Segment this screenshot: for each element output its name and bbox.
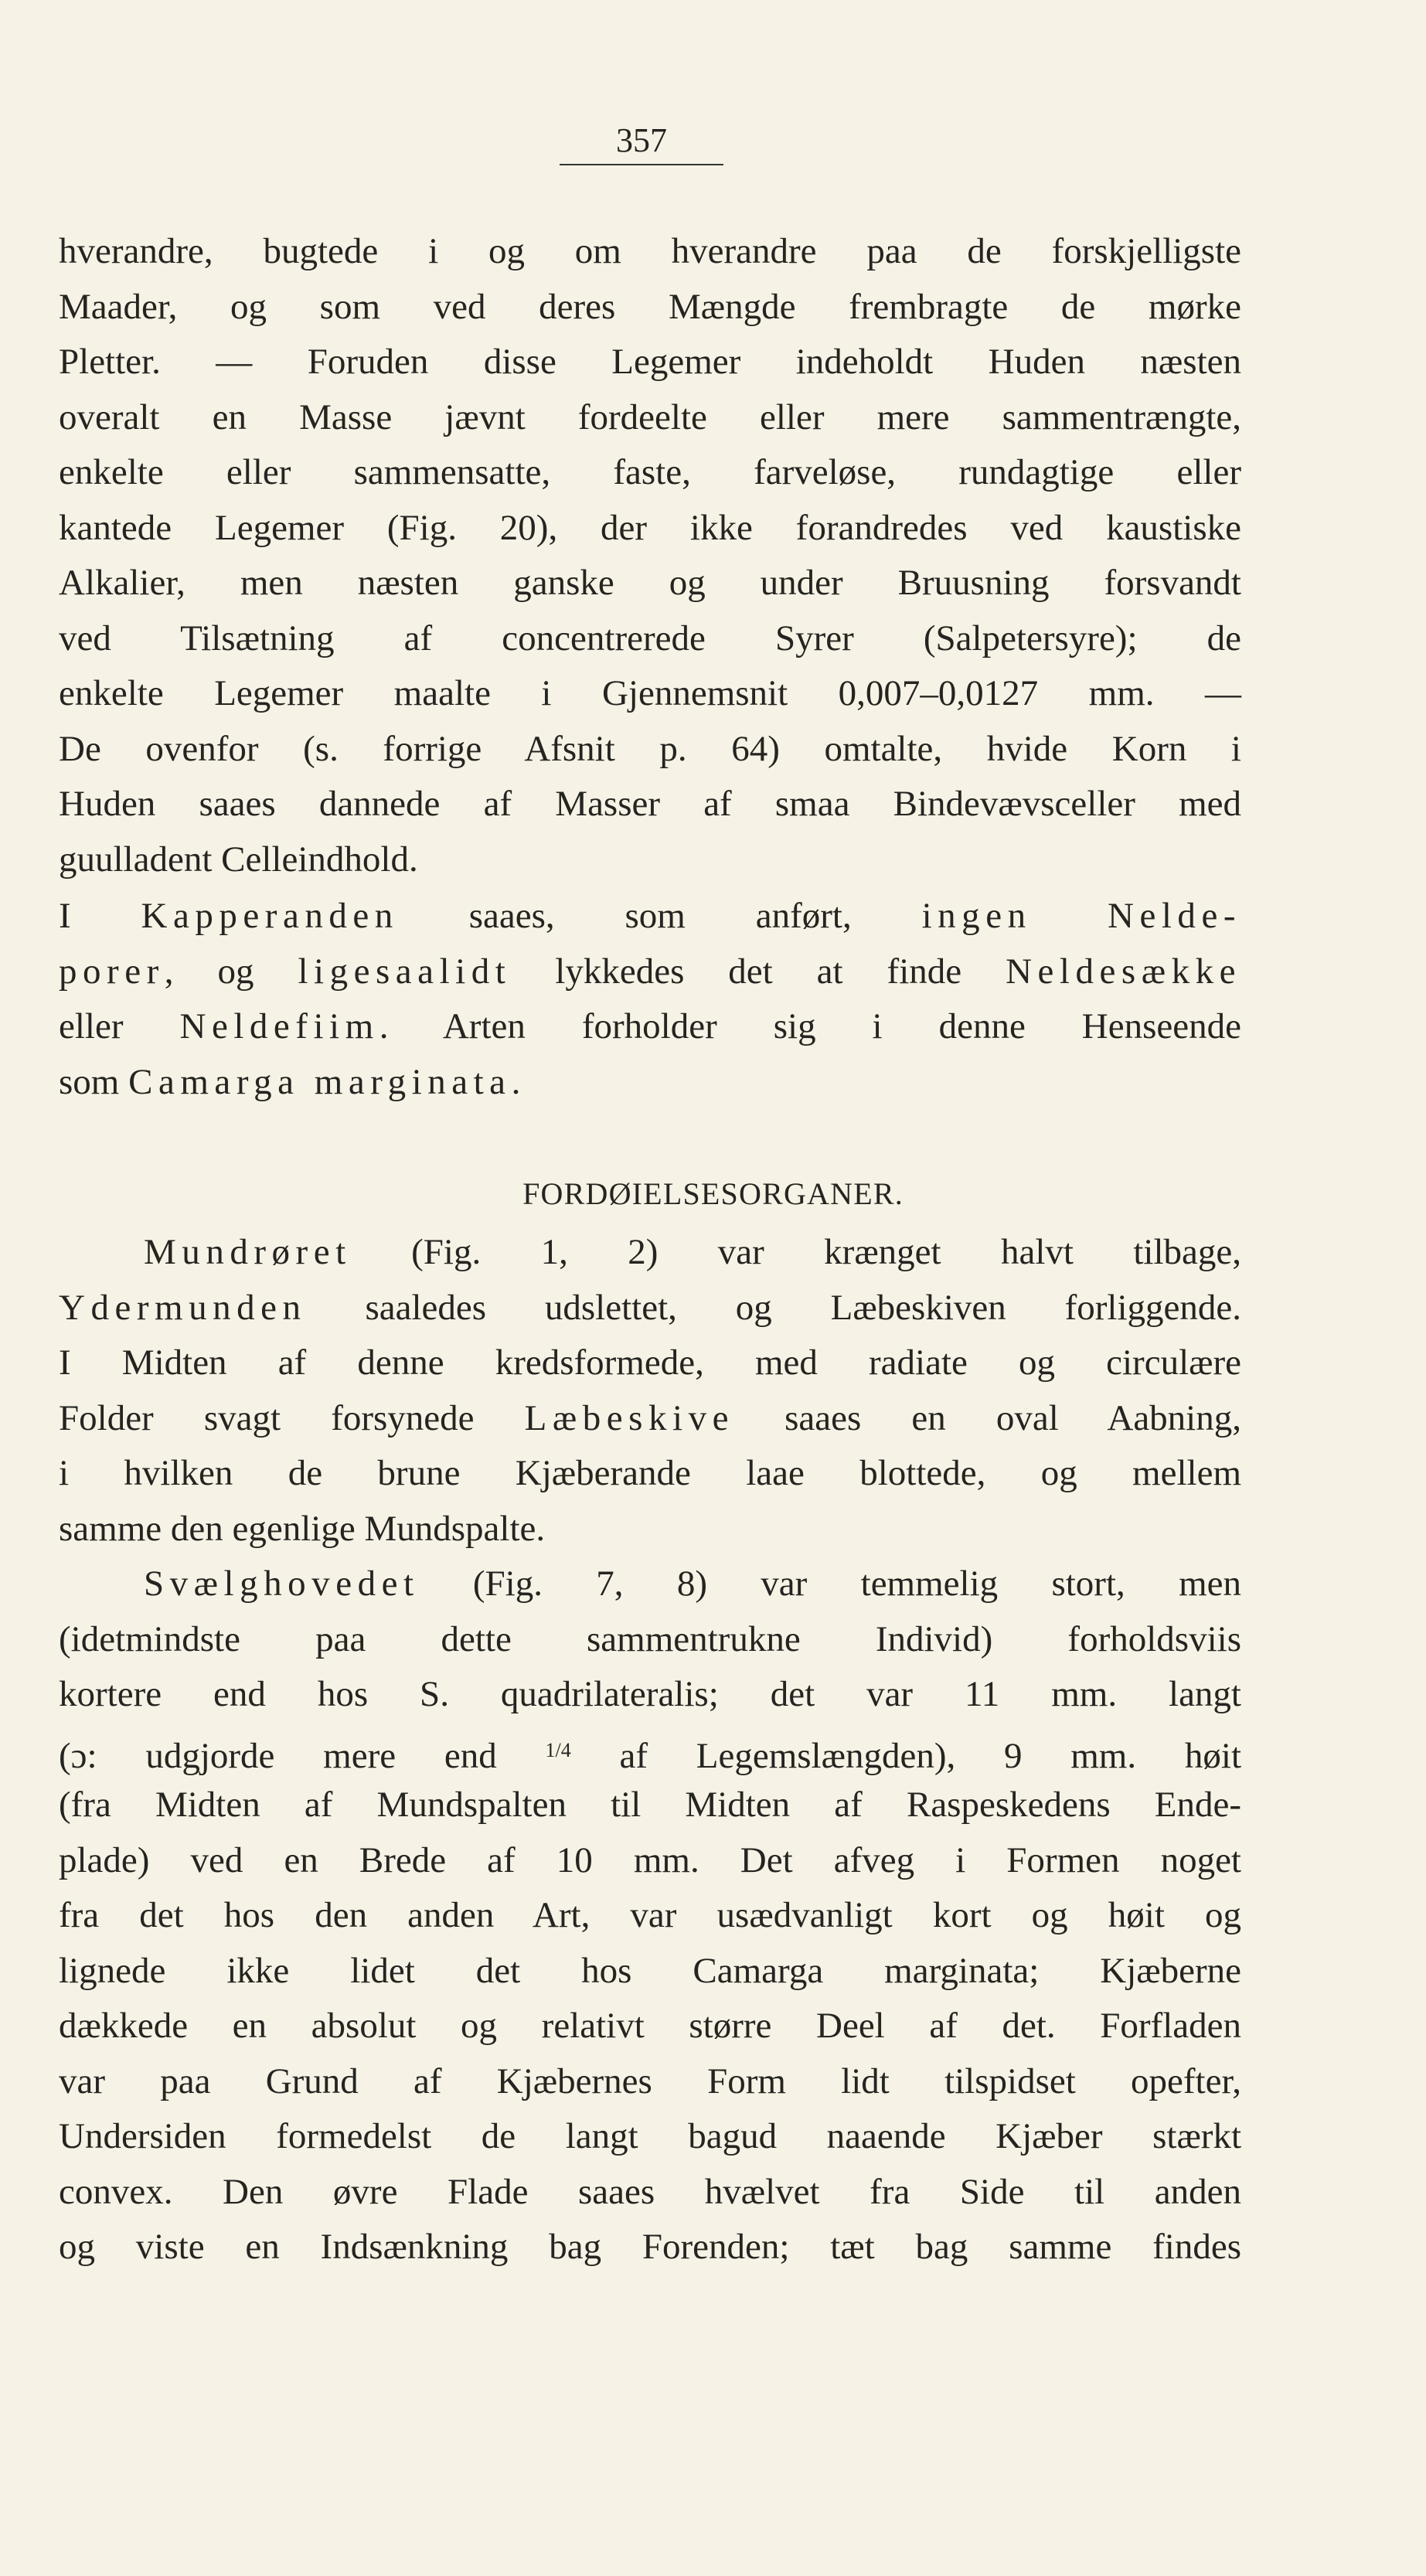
text-run: saaledes udslettet, og Læbeskiven forliggende. [306,1287,1241,1328]
spaced-term: Svælghovedet [144,1564,420,1604]
text-line: hverandre, bugtede i og om hverandre paa de forskjelligste [59,231,1241,271]
text-line: enkelte eller sammensatte, faste, farveløse, rundagtige eller [59,452,1241,492]
text-run: saaes en oval Aabning, [733,1397,1241,1438]
text-line: fra det hos den anden Art, var usædvanligt kort og høit og [59,1895,1241,1935]
text-line: (fra Midten af Mundspalten til Midten af Raspeskedens Ende- [59,1785,1241,1825]
text-line: lignede ikke lidet det hos Camarga marginata; Kjæberne [59,1950,1241,1991]
text-run: som [59,1061,129,1102]
spaced-term: Ydermunden [59,1287,307,1328]
spaced-term: Camarga marginata [128,1061,512,1102]
text-line: I Midten af denne kredsformede, med radiate og circulære [59,1342,1241,1383]
text-line: dækkede en absolut og relativt større Deel af det. Forfladen [59,2006,1241,2046]
spaced-term: Læbeskive [524,1397,734,1438]
spaced-term: ingen Nelde- [921,896,1241,936]
text-line [59,1391,1241,1447]
text-run: . Arten forholder sig i denne Henseende [379,1006,1241,1046]
text-line: (idetmindste paa dette sammentrukne Individ) forholdsviis [59,1618,1241,1659]
text-run: (ɔ: udgjorde mere end [59,1735,546,1776]
spaced-term: Neldesække [1006,951,1242,992]
text-run: . [511,1061,521,1102]
text-line: Pletter. — Foruden disse Legemer indeholdt Huden næsten [59,342,1241,382]
text-line: kantede Legemer (Fig. 20), der ikke forandredes ved kaustiske [59,507,1241,548]
text-run: lykkedes det at finde [511,951,1006,992]
text-run: eller [59,1006,180,1046]
text-line: enkelte Legemer maalte i Gjennemsnit 0,007–0,0127 mm. — [59,673,1241,713]
text-line [59,1055,1241,1111]
text-run: Folder svagt forsynede [59,1397,525,1438]
spaced-term: Neldefiim [179,1006,379,1046]
text-line: guulladent Celleindhold. [59,839,418,880]
text-line: kortere end hos S. quadrilateralis; det var 11 mm. langt [59,1674,1241,1714]
section-heading: FORDØIELSESORGANER. [522,1176,904,1211]
text-line [59,999,1241,1055]
text-line [59,1723,1241,1778]
text-line: samme den egenlige Mundspalte. [59,1508,546,1549]
text-run: (Fig. 7, 8) var temmelig stort, men [419,1564,1241,1604]
text-line [59,889,1241,944]
text-line: i hvilken de brune Kjæberande laae blottede, og mellem [59,1453,1241,1493]
spaced-term: Kapperanden [141,896,399,936]
text-line: De ovenfor (s. forrige Afsnit p. 64) omtalte, hvide Korn i [59,728,1241,769]
text-line: plade) ved en Brede af 10 mm. Det afveg i Formen noget [59,1839,1241,1880]
text-line: Undersiden formedelst de langt bagud naaende Kjæber stærkt [59,2116,1241,2156]
fraction: 1/4 [545,1738,571,1761]
text-line [59,944,1241,1000]
text-run: , og [164,951,298,992]
text-line [59,1557,1241,1612]
text-line: Alkalier, men næsten ganske og under Bruusning forsvandt [59,563,1241,603]
text-line: og viste en Indsænkning bag Forenden; tæt bag samme findes [59,2227,1241,2267]
paragraph-digestive-organs [59,1225,1241,2275]
text-line [59,1281,1241,1336]
text-line: Maader, og som ved deres Mængde frembragte de mørke [59,286,1241,327]
text-line: overalt en Masse jævnt fordeelte eller mere sammentrængte, [59,396,1241,437]
paragraph-mantle-edge [59,889,1241,1110]
text-line: var paa Grund af Kjæbernes Form lidt tilspidset opefter, [59,2060,1241,2101]
text-run: I [59,896,141,936]
text-run: (Fig. 1, 2) var krænget halvt tilbage, [351,1232,1241,1272]
spaced-term: Mundrøret [144,1232,352,1272]
text-line [59,1225,1241,1281]
text-line: Huden saaes dannede af Masser af smaa Bindevævsceller med [59,784,1241,824]
page-number: 357 [560,124,723,165]
spaced-term: ligesaalidt [298,951,512,992]
text-line: ved Tilsætning af concentrerede Syrer (Salpetersyre); de [59,618,1241,658]
text-line: convex. Den øvre Flade saaes hvælvet fra Side til anden [59,2171,1241,2212]
text-run: saaes, som anført, [398,896,922,936]
spaced-term: porer [59,951,165,992]
text-run: af Legemslængden), 9 mm. høit [570,1735,1241,1776]
paragraph-skin-contents [59,224,1241,887]
